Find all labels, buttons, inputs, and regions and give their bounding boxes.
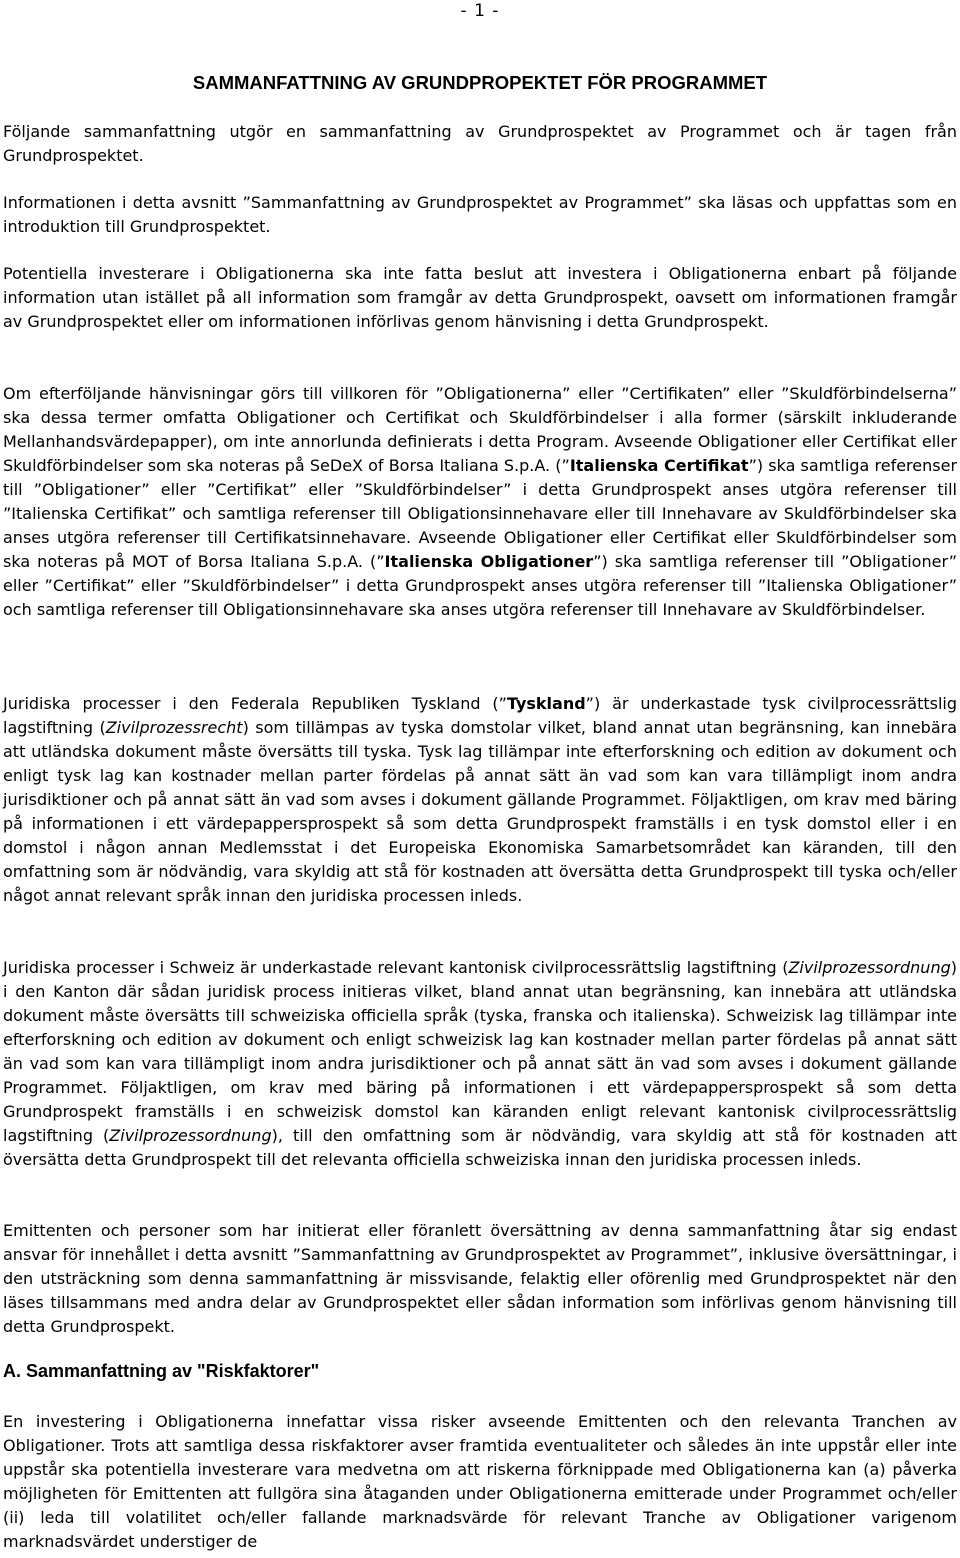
text-run: ”) är underkastade tysk civilprocessrättslig lagstiftning ( xyxy=(3,694,958,737)
paragraph-references xyxy=(3,382,957,622)
page-number: - 1 - xyxy=(460,1,500,21)
term-tyskland: Tyskland xyxy=(506,694,586,713)
term-zivilprozessrecht: Zivilprozessrecht xyxy=(105,718,243,737)
paragraph-liability: Emittenten och personer som har initierat eller föranlett översättning av denna sammanfattning åtar sig endast ansvar för innehållet i detta avsnitt ”Sammanfattning av Grundprospektet av Programmet”, inklusive översättningar, i den utsträckning som denna sammanfattning är missvisande, felaktig eller oförenlig med Grundprospektet när den läses tillsammans med andra delar av Grundprospektet eller sådan information som införlivas genom hänvisning till detta Grundprospekt. xyxy=(3,1221,957,1336)
paragraph-risk-factors: En investering i Obligationerna innefattar vissa risker avseende Emittenten och den relevanta Tranchen av Obligationer. Trots att samtliga dessa riskfaktorer avser framtida eventualiteter och således än inte uppstår eller inte uppstår ska potentiella investerare vara medvetna om att riskerna förknippade med Obligationerna kan (a) påverka möjligheten för Emittenten att fullgöra sina åtaganden under Obligationerna emitterade under Programmet och/eller (ii) leda till volatilitet och/eller fallande marknadsvärde för relevant Tranche av Obligationer varigenom marknadsvärdet understiger de xyxy=(3,1412,957,1551)
text-run: ”) ska samtliga referenser till ”Obligationer” eller ”Certifikat” eller ”Skuldförbindelser” i detta Grundprospekt anses utgöra referenser till ”Italienska Obligationer” och samtliga referenser till Obligationsinnehavare ska anses utgöra referenser till Innehavare av Skuldförbindelser. xyxy=(3,552,957,619)
text-run: ”) ska samtliga referenser till ”Obligationer” eller ”Certifikat” eller ”Skuldförbindelser” i detta Grundprospekt anses utgöra referenser till ”Italienska Certifikat” och samtliga referenser till Obligationsinnehavare eller till Innehavare av Skuldförbindelser ska anses utgöra referenser till Certifikatsinnehavare. Avseende Obligationer eller Certifikat eller Skuldförbindelser som ska noteras på MOT of Borsa Italiana S.p.A. (” xyxy=(3,456,958,571)
text-run: Juridiska processer i Schweiz är underkastade relevant kantonisk civilprocessrättslig lagstiftning ( xyxy=(3,958,789,977)
paragraph-switzerland xyxy=(3,956,957,1172)
paragraph-investor-notice: Potentiella investerare i Obligationerna ska inte fatta beslut att investera i Obligationerna enbart på följande information utan istället på all information som framgår av detta Grundprospekt, oavsett om informationen framgår av Grundprospektet eller om informationen införlivas genom hänvisning i detta Grundprospekt. xyxy=(3,264,957,331)
text-run: ) i den Kanton där sådan juridisk process initieras vilket, bland annat utan begränsning, kan innebära att utländska dokument måste översätts till schweiziska officiella språk (tyska, franska och italienska). Schweizisk lag tillämpar inte efterforskning och edition av dokument och enligt schweizisk lag kan kostnader mellan parter fördelas på annat sätt än vad som kan vara tillämpligt inom andra jurisdiktioner och på annat sätt än vad som avses i dokument gällande Programmet. Följaktligen, om krav med bäring på informationen i ett värdepappersprospekt så som detta Grundprospekt framställs i en schweizisk domstol kan käranden enligt relevant kantonisk civilprocessrättslig lagstiftning ( xyxy=(3,958,957,1145)
text-run: ) som tillämpas av tyska domstolar vilket, bland annat utan begränsning, kan innebära att utländska dokument måste översätts till tyska. Tysk lag tillämpar inte efterforskning och edition av dokument och enligt tysk lag kan kostnader mellan parter fördelas på annat sätt än vad som kan vara tillämpligt inom andra jurisdiktioner och på annat sätt än vad som avses i dokument gällande Programmet. Följaktligen, om krav med bäring på informationen i ett värdepappersprospekt så som detta Grundprospekt framställs i en tysk domstol eller i en domstol i någon annan Medlemsstat i det Europeiska Ekonomiska Samarbetsområdet kan käranden, till den omfattning som är nödvändig, vara skyldig att stå för kostnaden att översätta detta Grundprospekt till tyska och/eller något annat relevant språk innan den juridiska processen inleds. xyxy=(3,718,958,905)
paragraph-intro: Följande sammanfattning utgör en sammanfattning av Grundprospektet av Programmet och är tagen från Grundprospektet. xyxy=(3,122,957,165)
text-run: Om efterföljande hänvisningar görs till villkoren för ”Obligationerna” eller ”Certifikaten” eller ”Skuldförbindelserna” ska dessa termer omfatta Obligationer och Certifikat och Skuldförbindelser i alla former (särskilt inkluderande Mellanhandsvärdepapper), om inte annorlunda definierats i detta Program. Avseende Obligationer eller Certifikat eller Skuldförbindelser som ska noteras på SeDeX of Borsa Italiana S.p.A. (” xyxy=(3,384,957,475)
term-italienska-obligationer: Italienska Obligationer xyxy=(384,552,594,571)
paragraph-germany xyxy=(3,692,957,908)
text-run: ), till den omfattning som är nödvändig, vara skyldig att stå för kostnaden att översätta detta Grundprospekt till det relevanta officiella schweiziska innan den juridiska processen inleds. xyxy=(3,1126,958,1169)
paragraph-introduction-note: Informationen i detta avsnitt ”Sammanfattning av Grundprospektet av Programmet” ska läsas och uppfattas som en introduktion till Grundprospektet. xyxy=(3,193,957,236)
text-run: Juridiska processer i den Federala Republiken Tyskland (” xyxy=(3,694,507,713)
document-title: SAMMANFATTNING AV GRUNDPROPEKTET FÖR PROGRAMMET xyxy=(192,72,768,93)
term-zivilprozessordnung: Zivilprozessordnung xyxy=(788,958,951,977)
term-italienska-certifikat: Italienska Certifikat xyxy=(569,456,749,475)
term-zivilprozessordnung: Zivilprozessordnung xyxy=(109,1126,272,1145)
section-heading-risk-factors: A. Sammanfattning av "Riskfaktorer" xyxy=(3,1361,320,1381)
